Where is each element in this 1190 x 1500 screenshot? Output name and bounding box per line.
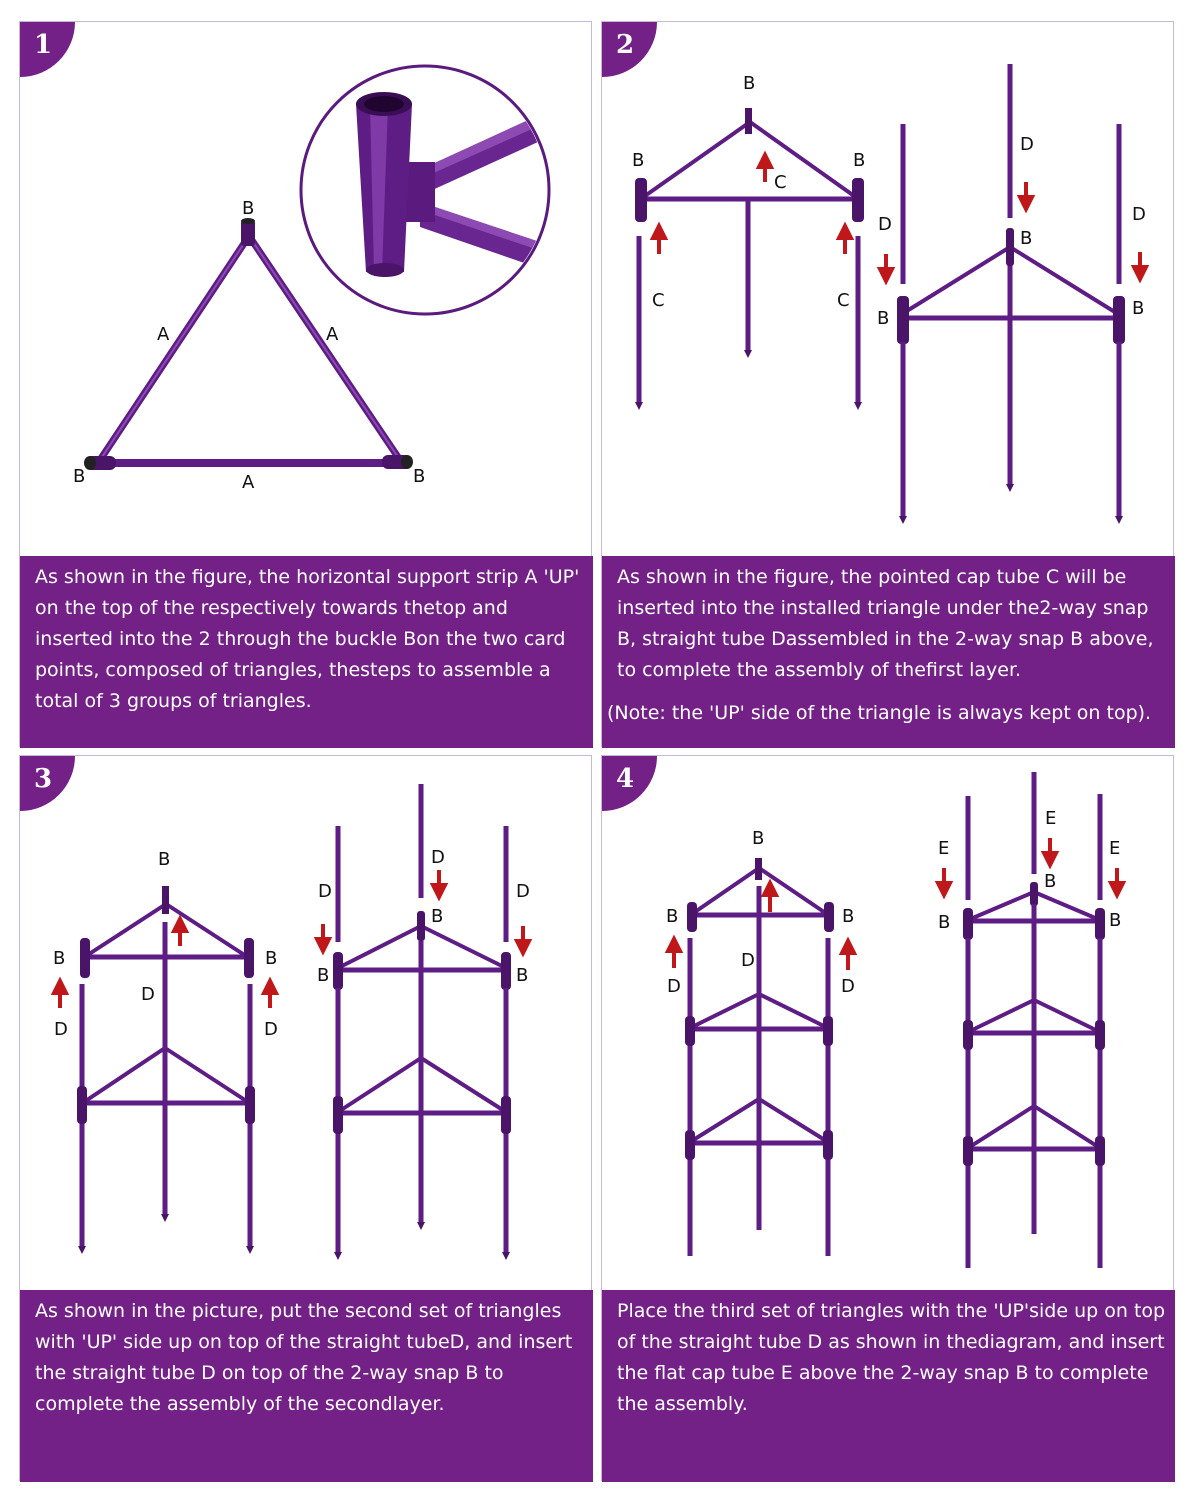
label-b: B [1044,871,1057,892]
step-1-figure [20,22,593,556]
step-number: 2 [616,30,635,60]
label-b: B [1020,228,1033,249]
step-3-figure [20,756,593,1290]
step-2-panel [601,21,1174,747]
label-b: B [752,828,765,849]
label-d: D [264,1019,278,1040]
label-e: E [938,838,950,859]
label-a-left: A [157,324,170,345]
label-b-top: B [242,198,255,219]
label-d: D [54,1019,68,1040]
label-d: D [1132,204,1146,225]
exploded-first-layer [635,108,864,410]
step-number: 4 [616,764,635,794]
caption-text: As shown in the figure, the pointed cap tube C will be inserted into the installed triangle under the2-way snap B, straight tube Dassembled in the 2-way snap B above, to complete the assembly of thefirst layer. [617,566,1154,681]
step-3-caption [20,1290,593,1482]
step-1-caption [20,556,593,748]
label-b: B [317,965,330,986]
label-b: B [853,150,866,171]
exploded-second-layer [54,886,276,1254]
label-d: D [667,976,681,997]
label-d: D [318,881,332,902]
step-1-panel [19,21,592,747]
step-2-figure [602,22,1175,556]
label-b: B [431,906,444,927]
label-d: D [516,881,530,902]
caption-text: As shown in the picture, put the second set of triangles with 'UP' side up on top of the straight tubeD, and insert the straight tube D on top of the 2-way snap B to complete the assembly of the secondlayer. [35,1300,573,1415]
label-a-right: A [326,324,339,345]
joint-closeup [301,66,570,314]
label-a-bottom: A [242,472,255,493]
label-b: B [158,849,171,870]
label-d: D [878,214,892,235]
step-4-caption [602,1290,1175,1482]
label-b: B [938,912,951,933]
exploded-third-layer [668,858,854,1256]
step-2-caption [602,556,1175,748]
step-number: 1 [34,30,53,60]
label-b-right: B [413,466,426,487]
caption-text: As shown in the figure, the horizontal support strip A 'UP' on the top of the respectively towards thetop and inserted into the 2 through the buckle Bon the two card points, composed of triangles, thesteps to assemble a total of 3 groups of triangles. [35,566,580,712]
label-d: D [141,984,155,1005]
label-d: D [431,847,445,868]
label-b: B [842,906,855,927]
step-4-figure [602,756,1175,1290]
assembled-second-layer [317,784,529,1260]
label-d: D [1020,134,1034,155]
label-c: C [837,290,850,311]
caption-note: (Note: the 'UP' side of the triangle is always kept on top). [607,702,1152,724]
label-b: B [743,73,756,94]
label-e: E [1045,808,1057,829]
label-d: D [841,976,855,997]
label-e: E [1109,838,1121,859]
label-b: B [632,150,645,171]
step-3-panel [19,755,592,1481]
label-c: C [774,172,787,193]
label-b: B [1109,910,1122,931]
caption-text: Place the third set of triangles with the 'UP'side up on top of the straight tube D as shown in thediagram, and insert the flat cap tube E above the 2-way snap B to complete the assembly. [617,1300,1166,1415]
label-b-left: B [73,466,86,487]
label-b: B [666,906,679,927]
label-b: B [53,948,66,969]
assembled-tower [938,772,1123,1268]
label-c: C [652,290,665,311]
label-b: B [516,965,529,986]
label-b: B [1132,298,1145,319]
label-d: D [741,950,755,971]
step-number: 3 [34,764,53,794]
assembled-first-layer [880,64,1146,524]
step-4-panel [601,755,1174,1481]
label-b: B [265,948,278,969]
label-b: B [877,308,890,329]
